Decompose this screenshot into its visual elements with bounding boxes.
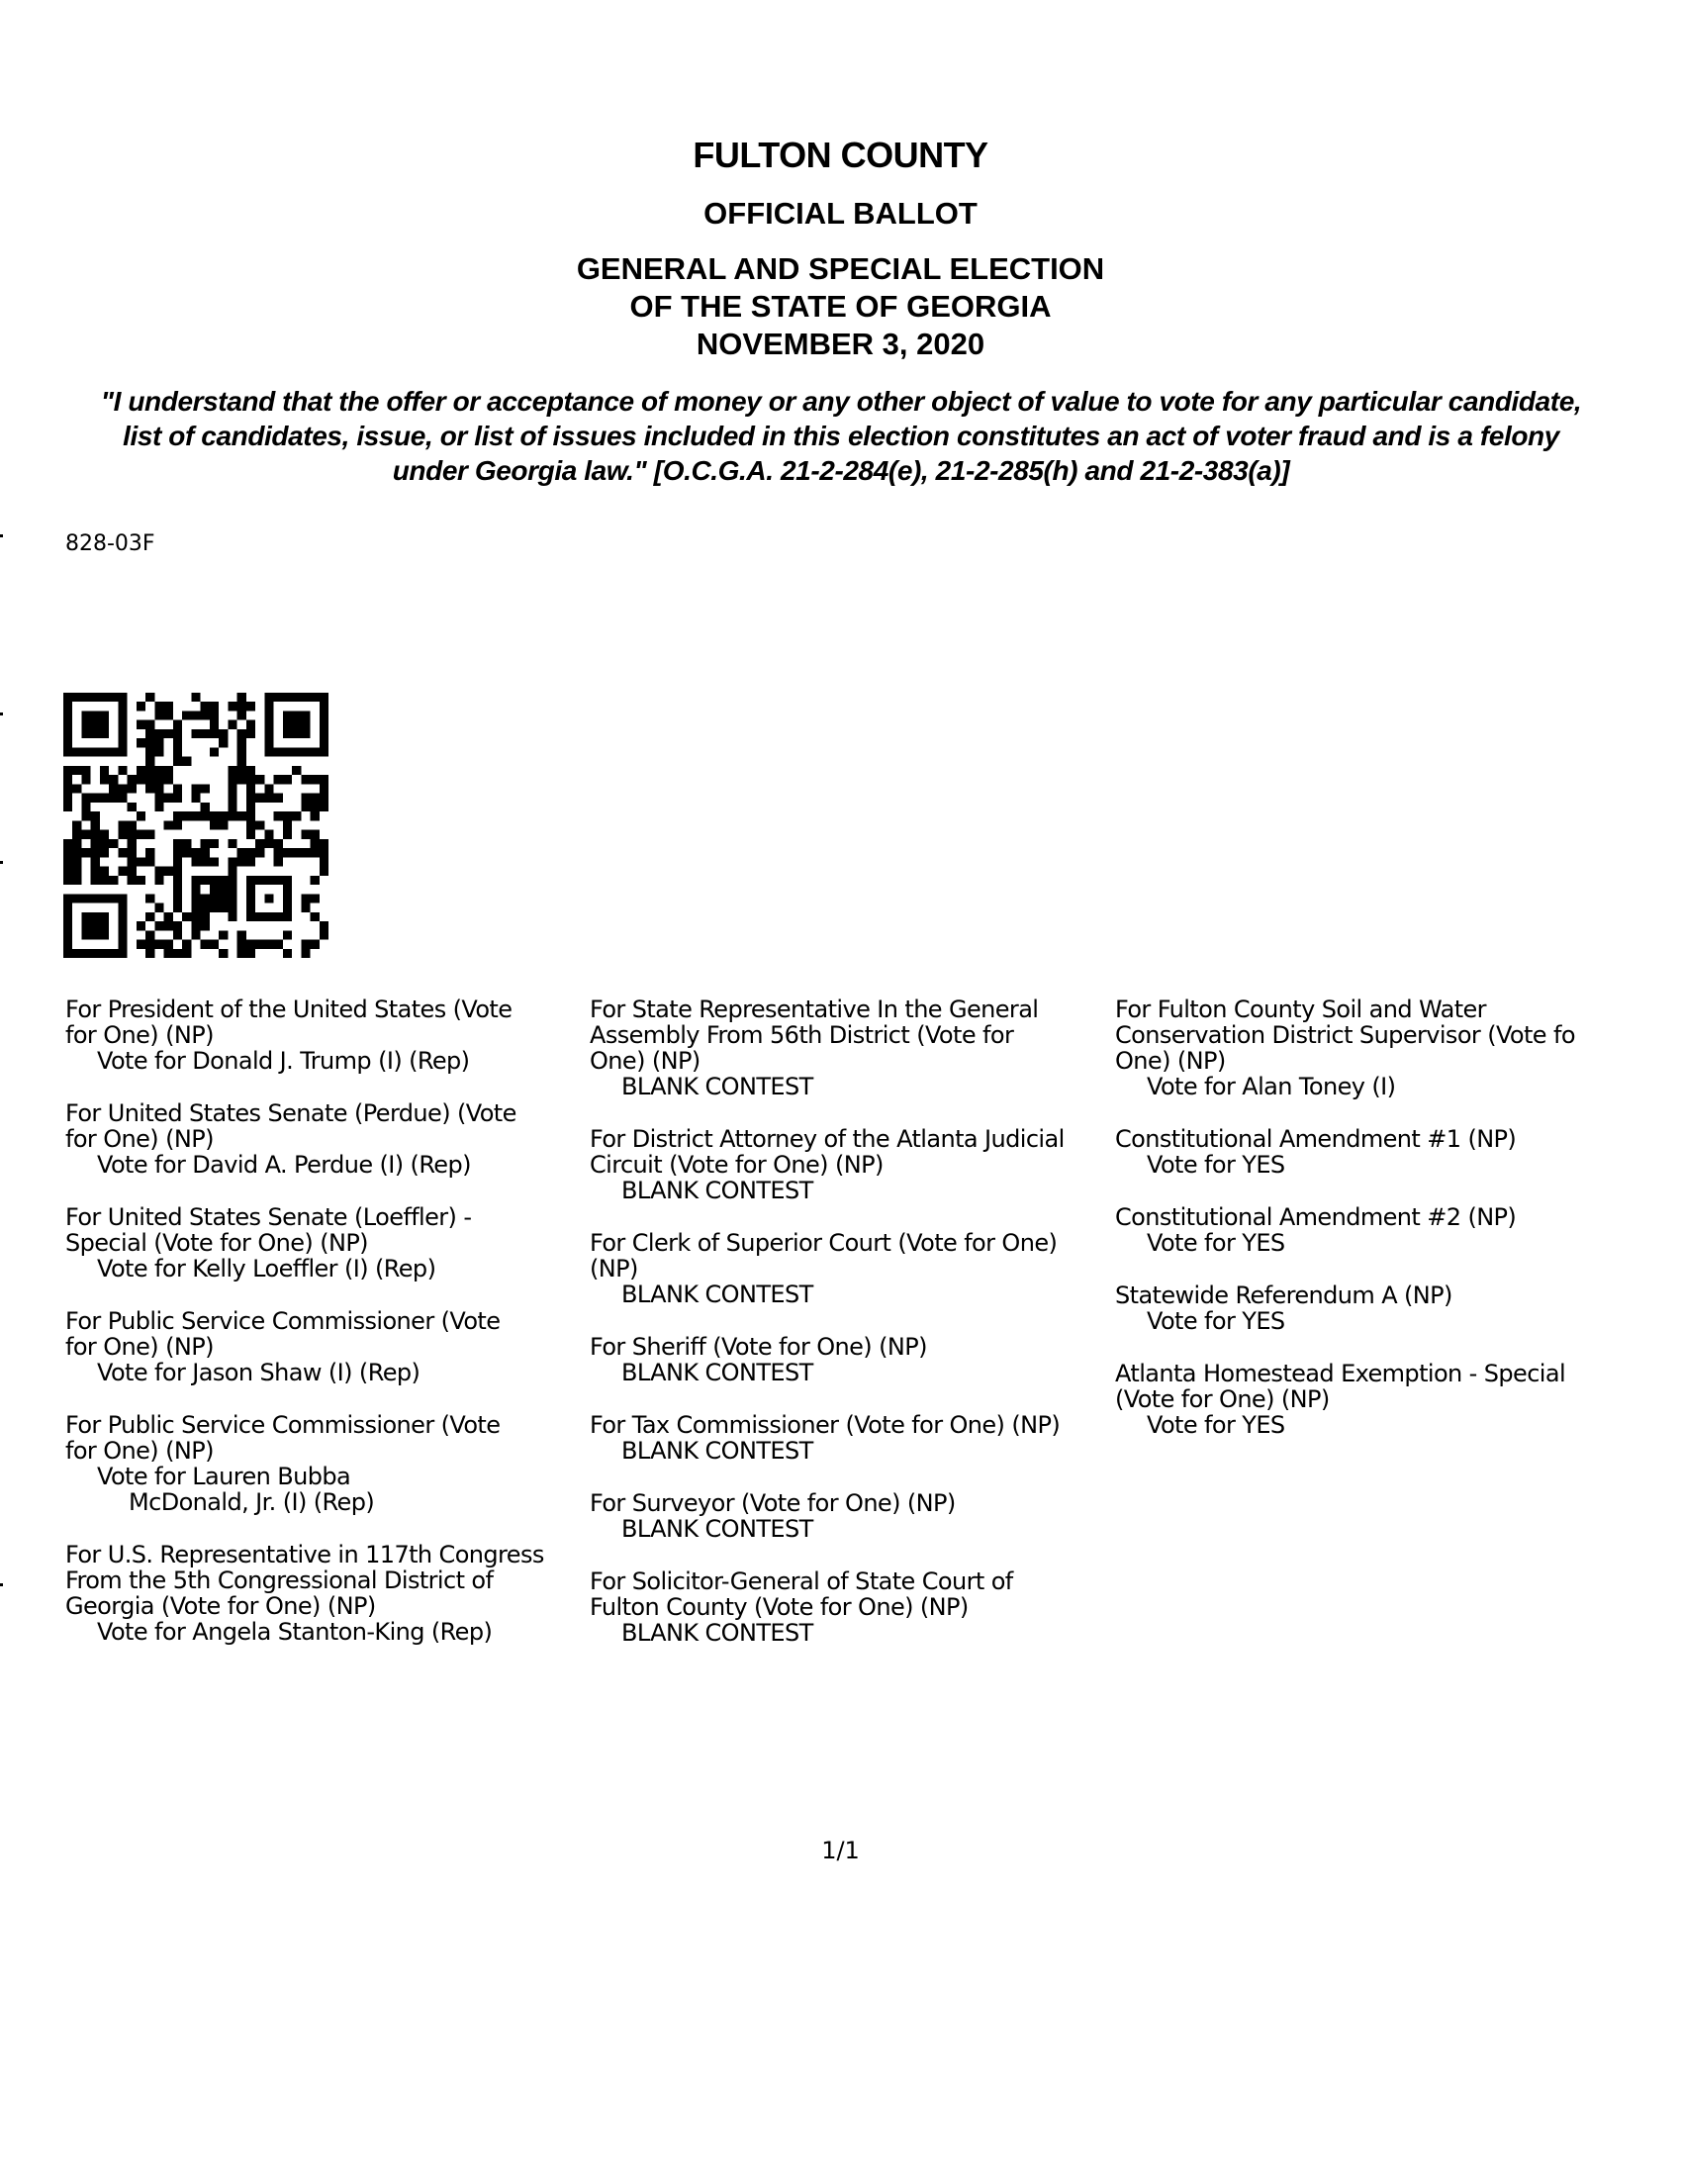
contest-title: Atlanta Homestead Exemption - Special (Vote for One) (NP) <box>1115 1360 1566 1413</box>
contest-title: For Public Service Commissioner (Vote for One) (NP) <box>65 1307 501 1361</box>
contest-title: Constitutional Amendment #2 (NP) <box>1115 1203 1517 1231</box>
contest <box>65 1308 580 1385</box>
contest-title: For State Representative In the General Assembly From 56th District (Vote for One) (NP) <box>590 996 1039 1075</box>
contest <box>590 1334 1109 1385</box>
contest-selection: Vote for YES <box>1147 1229 1285 1257</box>
contest <box>65 1412 580 1515</box>
contest <box>1115 1204 1669 1256</box>
contest <box>590 1412 1109 1464</box>
contest <box>590 997 1109 1099</box>
contest-title: For Fulton County Soil and Water Conservation District Supervisor (Vote fo One) (NP) <box>1115 996 1575 1075</box>
qr-code-graphic <box>63 693 328 958</box>
contest-title: For Clerk of Superior Court (Vote for One) (NP) <box>590 1229 1058 1282</box>
contest-column-3 <box>1115 997 1669 1465</box>
contest-selection: Vote for YES <box>1147 1411 1285 1439</box>
contest-selection: BLANK CONTEST <box>621 1177 813 1204</box>
contest-selection: Vote for Kelly Loeffler (I) (Rep) <box>97 1255 436 1282</box>
contest <box>65 1204 580 1282</box>
contest-selection: Vote for Jason Shaw (I) (Rep) <box>97 1359 420 1386</box>
contest-selection: BLANK CONTEST <box>621 1437 813 1465</box>
margin-tick <box>0 712 3 715</box>
contest-selection: Vote for Donald J. Trump (I) (Rep) <box>97 1047 470 1075</box>
contest-selection: Vote for Alan Toney (I) <box>1147 1073 1396 1100</box>
contest-title: For United States Senate (Perdue) (Vote for One) (NP) <box>65 1099 516 1153</box>
contest-selection: BLANK CONTEST <box>621 1515 813 1543</box>
county-title: FULTON COUNTY <box>693 135 988 175</box>
contest-column-2 <box>590 997 1109 1672</box>
contest-title: For District Attorney of the Atlanta Judicial Circuit (Vote for One) (NP) <box>590 1125 1065 1179</box>
contest-selection: Vote for YES <box>1147 1307 1285 1335</box>
contest <box>590 1568 1109 1646</box>
contest-title: Statewide Referendum A (NP) <box>1115 1282 1452 1309</box>
page-number: 1/1 <box>821 1837 860 1864</box>
contest-selection-continued: McDonald, Jr. (I) (Rep) <box>129 1488 375 1516</box>
contest-title: For Surveyor (Vote for One) (NP) <box>590 1489 956 1517</box>
contest-selection: BLANK CONTEST <box>621 1073 813 1100</box>
contest-title: For Solicitor-General of State Court of Fulton County (Vote for One) (NP) <box>590 1567 1013 1621</box>
contest <box>590 1126 1109 1203</box>
contest-title: For Public Service Commissioner (Vote for One) (NP) <box>65 1411 501 1465</box>
oath-line1: "I understand that the offer or acceptance of money or any other object of value to vote for any particular candidate, <box>100 386 1582 417</box>
contest-selection: Vote for YES <box>1147 1151 1285 1179</box>
oath-line3: under Georgia law." [O.C.G.A. 21-2-284(e), 21-2-285(h) and 21-2-383(a)] <box>392 455 1290 486</box>
contest-column-1 <box>65 997 580 1671</box>
contest <box>590 1490 1109 1542</box>
election-title-line1: GENERAL AND SPECIAL ELECTION <box>576 251 1105 286</box>
contest-selection: BLANK CONTEST <box>621 1619 813 1647</box>
contest-title: For Tax Commissioner (Vote for One) (NP) <box>590 1411 1061 1439</box>
contest-title: For President of the United States (Vote for One) (NP) <box>65 996 513 1049</box>
election-date: NOVEMBER 3, 2020 <box>696 327 985 361</box>
contest <box>590 1230 1109 1307</box>
contest-title: For Sheriff (Vote for One) (NP) <box>590 1333 927 1361</box>
contest-selection: Vote for David A. Perdue (I) (Rep) <box>97 1151 471 1179</box>
margin-tick <box>0 861 3 864</box>
contest <box>1115 1361 1669 1438</box>
contest-selection: BLANK CONTEST <box>621 1281 813 1308</box>
voter-fraud-oath <box>59 384 1623 488</box>
ballot-type-title: OFFICIAL BALLOT <box>703 196 978 231</box>
margin-tick <box>0 534 3 537</box>
oath-line2: list of candidates, issue, or list of issues included in this election constitutes an act of voter fraud and is a felony <box>123 421 1559 451</box>
contest <box>1115 1282 1669 1334</box>
contest <box>65 1100 580 1178</box>
contest <box>65 997 580 1074</box>
contest-selection: BLANK CONTEST <box>621 1359 813 1386</box>
contest <box>1115 997 1669 1099</box>
contest-title: Constitutional Amendment #1 (NP) <box>1115 1125 1517 1153</box>
contest-selection: Vote for Angela Stanton-King (Rep) <box>97 1618 493 1646</box>
election-title-line2: OF THE STATE OF GEORGIA <box>629 289 1052 324</box>
qr-code-icon <box>63 693 328 958</box>
contest-title: For U.S. Representative in 117th Congress From the 5th Congressional District of Georgia (Vote for One) (NP) <box>65 1541 544 1620</box>
margin-tick <box>0 1583 3 1586</box>
contest-title: For United States Senate (Loeffler) - Special (Vote for One) (NP) <box>65 1203 472 1257</box>
contest <box>65 1542 580 1645</box>
ballot-style-id: 828-03F <box>65 531 155 556</box>
contest-selection: Vote for Lauren Bubba <box>97 1463 351 1490</box>
contest <box>1115 1126 1669 1178</box>
election-title <box>0 250 1681 363</box>
